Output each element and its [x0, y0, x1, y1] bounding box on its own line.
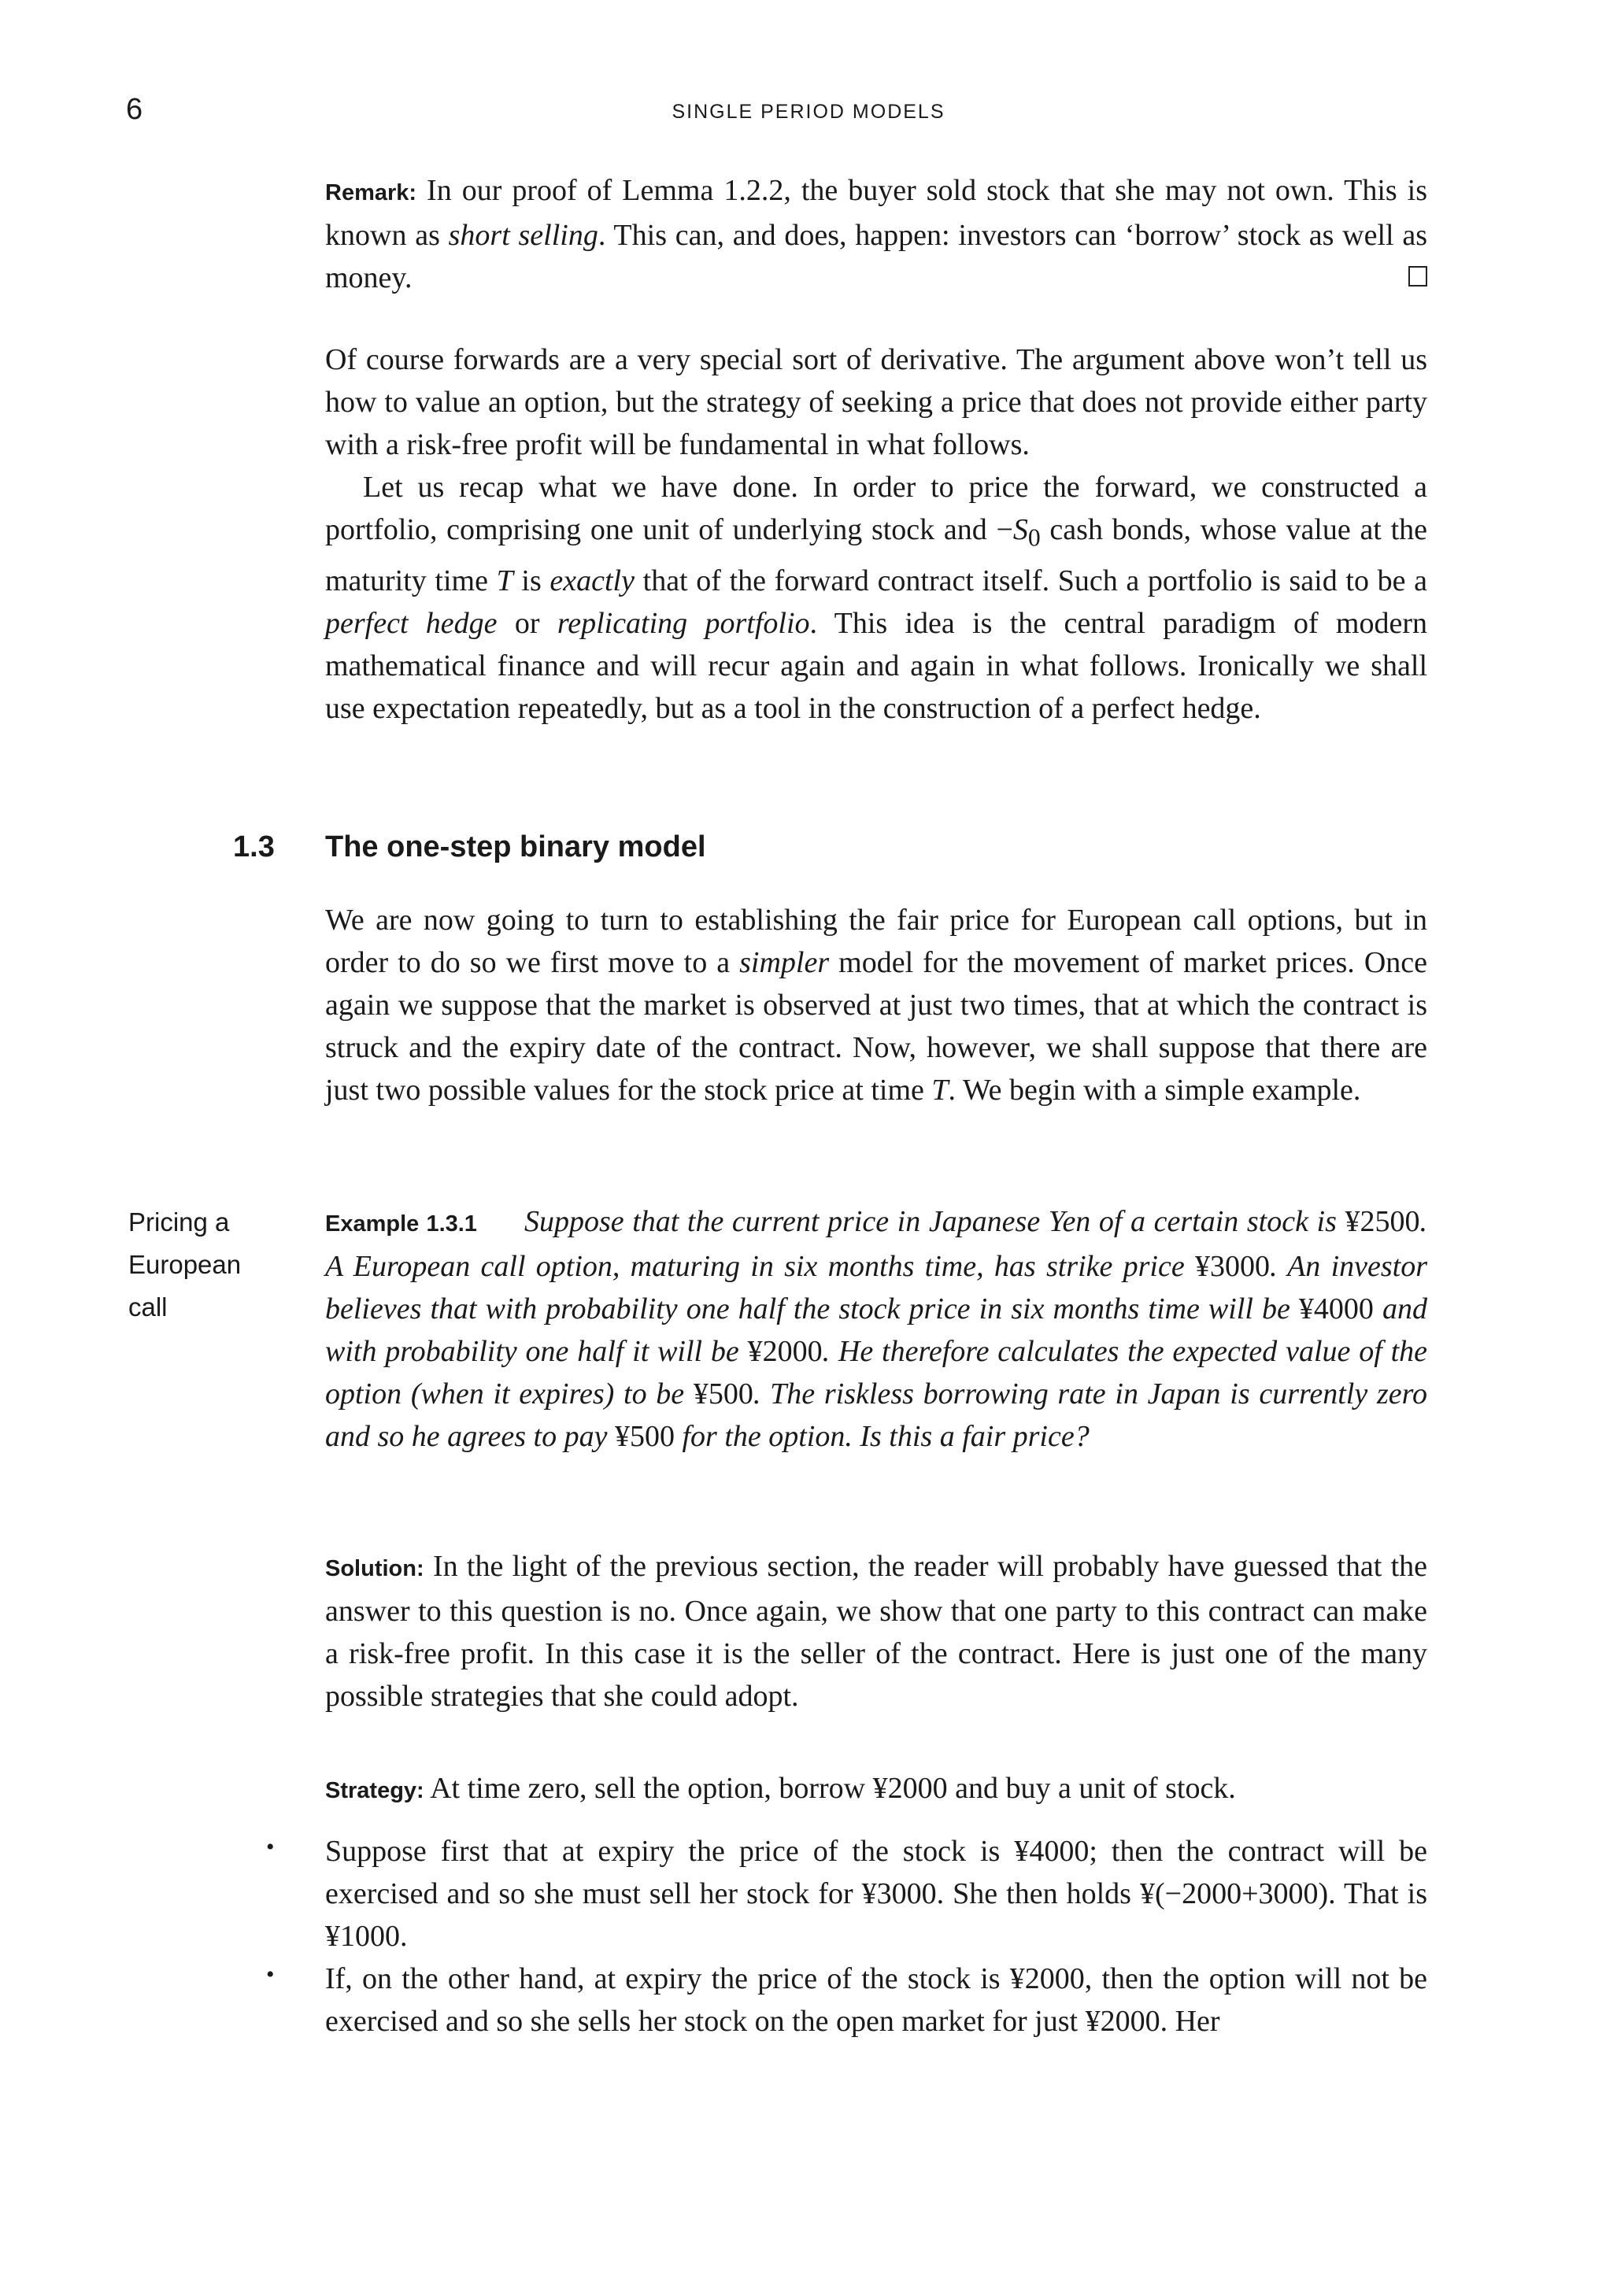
math-s: S	[1012, 513, 1028, 546]
text: . The riskless borrowing rate in Japan is currently zero and so he agrees to pay	[325, 1377, 1428, 1453]
remark-text: In our proof of Lemma 1.2.2, the buyer sold stock that she may not own. This is known as	[325, 174, 1427, 252]
strategy-label: Strategy:	[325, 1778, 424, 1803]
list-item	[325, 1958, 1427, 2043]
paragraph-intro	[325, 899, 1427, 1111]
italic-text: perfect hedge	[325, 606, 498, 640]
paragraph-forwards	[325, 338, 1427, 466]
page-number: 6	[126, 93, 143, 126]
bullet-icon: •	[266, 1961, 275, 1987]
text: . An investor believes that with probability one half the stock price in six months time will be	[325, 1250, 1427, 1325]
list-item	[325, 1830, 1427, 1958]
amount: ¥500	[614, 1420, 675, 1453]
text: and with probability one half it will be	[325, 1292, 1427, 1368]
section-title: The one-step binary model	[325, 830, 706, 863]
math-sub: 0	[1027, 523, 1041, 552]
section-number: 1.3	[233, 830, 275, 863]
bullet-icon: •	[266, 1834, 275, 1860]
math-t: T	[496, 564, 513, 597]
remark-text-2: . This can, and does, happen: investors can ‘borrow’ stock as well as money.	[325, 219, 1428, 294]
margin-note-line: European	[128, 1250, 242, 1279]
text: Let us recap what we have done. In order to price the forward, we constructed a portfolio, comprising one unit of underlying stock and −	[325, 471, 1427, 546]
qed-square-icon	[1408, 266, 1427, 287]
paragraph-recap	[325, 466, 1427, 730]
math-t: T	[931, 1074, 949, 1107]
italic-text: simpler	[739, 946, 830, 979]
text: . We begin with a simple example.	[948, 1074, 1361, 1107]
solution-text: In the light of the previous section, the reader will probably have guessed that the answer to this question is no. Once again, we show that one party to this contract can make a risk-free profit. In this case it is the seller of the contract. Here is just one of the many possible strategies that she could adopt.	[325, 1550, 1427, 1713]
list-item-text: Suppose first that at expiry the price of the stock is ¥4000; then the contract will be exercised and so she must sell her stock for ¥3000. She then holds ¥(−2000+3000). That is ¥1000.	[325, 1835, 1427, 1953]
strategy-block	[325, 1767, 1427, 1812]
amount: ¥4000	[1298, 1292, 1374, 1325]
italic-text: exactly	[549, 564, 635, 597]
example-label: Example 1.3.1	[325, 1211, 477, 1237]
text: cash bonds, whose value at the maturity time	[325, 513, 1427, 597]
text: is	[512, 564, 550, 597]
margin-note	[128, 1201, 262, 1329]
text: We are now going to turn to establishing the fair price for European call options, but in order to do so we first move to a	[325, 904, 1427, 979]
text: model for the movement of market prices. Once again we suppose that the market is observed at just two times, that at which the contract is struck and the expiry date of the contract. Now, however, we shall suppose that there are just two possible values for the stock price at time	[325, 946, 1428, 1107]
remark-block	[325, 169, 1427, 299]
italic-text: replicating portfolio	[557, 606, 810, 640]
amount: ¥2000	[747, 1335, 823, 1368]
amount: ¥500	[693, 1377, 753, 1411]
margin-note-line: Pricing a	[128, 1207, 230, 1237]
list-item-text: If, on the other hand, at expiry the price of the stock is ¥2000, then the option will not be exercised and so she sells her stock on the open market for just ¥2000. Her	[325, 1962, 1427, 2038]
remark-italic: short selling	[448, 219, 598, 252]
text: Suppose that the current price in Japanese Yen of a certain stock is	[524, 1205, 1345, 1238]
text: or	[497, 606, 557, 640]
example-block	[325, 1200, 1427, 1458]
running-head: SINGLE PERIOD MODELS	[672, 101, 945, 123]
text: for the option. Is this a fair price?	[674, 1420, 1090, 1453]
text: . This idea is the central paradigm of modern mathematical finance and will recur again and again in what follows. Ironically we shall use expectation repeatedly, but as a tool in the construction of a perfect hedge.	[325, 606, 1428, 725]
text: that of the forward contract itself. Such a portfolio is said to be a	[634, 564, 1427, 597]
strategy-text: At time zero, sell the option, borrow ¥2000 and buy a unit of stock.	[424, 1772, 1236, 1805]
margin-note-line: call	[128, 1292, 168, 1322]
solution-block	[325, 1545, 1427, 1717]
solution-label: Solution:	[325, 1556, 424, 1581]
paragraph-text: Of course forwards are a very special sort of derivative. The argument above won’t tell us how to value an option, but the strategy of seeking a price that does not provide either party with a risk-free profit will be fundamental in what follows.	[325, 343, 1427, 461]
amount: ¥3000	[1195, 1250, 1270, 1283]
amount: ¥2500	[1345, 1205, 1420, 1238]
remark-label: Remark:	[325, 180, 417, 205]
text: . He therefore calculates the expected value of the option (when it expires) to be	[325, 1335, 1427, 1411]
text: . A European call option, maturing in six months time, has strike price	[325, 1205, 1428, 1283]
